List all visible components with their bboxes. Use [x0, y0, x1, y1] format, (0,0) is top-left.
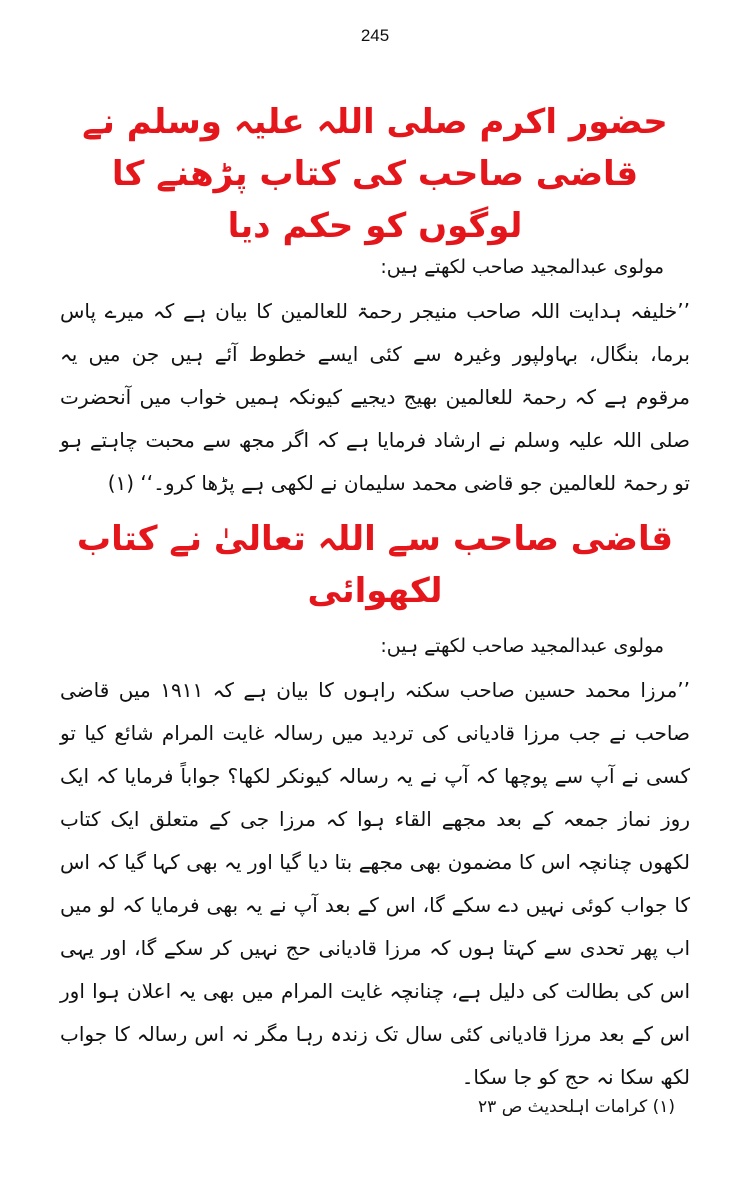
- footnote: (۱) کرامات اہلحدیث ص ۲۳: [478, 1097, 675, 1117]
- quote-paragraph-2: ’’مرزا محمد حسین صاحب سکنہ راہوں کا بیان ہے کہ ۱۹۱۱ میں قاضی صاحب نے جب مرزا قادیانی کی تردید میں رسالہ غایت المرام شائع کیا تو کسی نے آپ سے پوچھا کہ آپ نے یہ رسالہ کیونکر لکھا؟ جواباً فرمایا کہ ایک روز نماز جمعہ کے بعد مجھے القاء ہوا کہ مرزا جی کے متعلق ایک کتاب لکھوں چنانچہ اس کا مضمون بھی مجھے بتا دیا گیا اور یہ بھی کہا گیا کہ اس کا جواب کوئی نہیں دے سکے گا، اس کے بعد آپ نے یہ بھی فرمایا کہ لو میں اب پھر تحدی سے کہتا ہوں کہ مرزا قادیانی حج نہیں کر سکے گا، اور یہی اس کی بطالت کی دلیل ہے، چنانچہ غایت المرام میں بھی یہ اعلان ہوا اور اس کے بعد مرزا قادیانی کئی سال تک زندہ رہا مگر نہ اس رسالہ کا جواب لکھ سکا نہ حج کو جا سکا۔: [60, 678, 690, 1089]
- section-heading-2: قاضی صاحب سے اللہ تعالیٰ نے کتاب لکھوائی: [76, 519, 674, 611]
- quote-paragraph-1: ’’خلیفہ ہدایت اللہ صاحب منیجر رحمۃ للعالمین کا بیان ہے کہ میرے پاس برما، بنگال، بہاولپور وغیرہ سے کئی ایسے خطوط آئے ہیں جن میں یہ مرقوم ہے کہ رحمۃ للعالمین بھیج دیجیے کیونکہ ہمیں خواب میں آنحضرت صلی اللہ علیہ وسلم نے ارشاد فرمایا ہے کہ اگر مجھ سے محبت چاہتے ہو تو رحمۃ للعالمین جو قاضی محمد سلیمان نے لکھی ہے پڑھا کرو۔‘‘ (۱): [60, 299, 690, 495]
- intro-line-2: مولوی عبدالمجید صاحب لکھتے ہیں:: [380, 635, 664, 657]
- page-number: 245: [360, 26, 390, 45]
- page-content: [60, 96, 690, 1099]
- section-heading-1: حضور اکرم صلی اللہ علیہ وسلم نے قاضی صاحب کی کتاب پڑھنے کا لوگوں کو حکم دیا: [82, 102, 668, 246]
- intro-line-1: مولوی عبدالمجید صاحب لکھتے ہیں:: [380, 256, 664, 278]
